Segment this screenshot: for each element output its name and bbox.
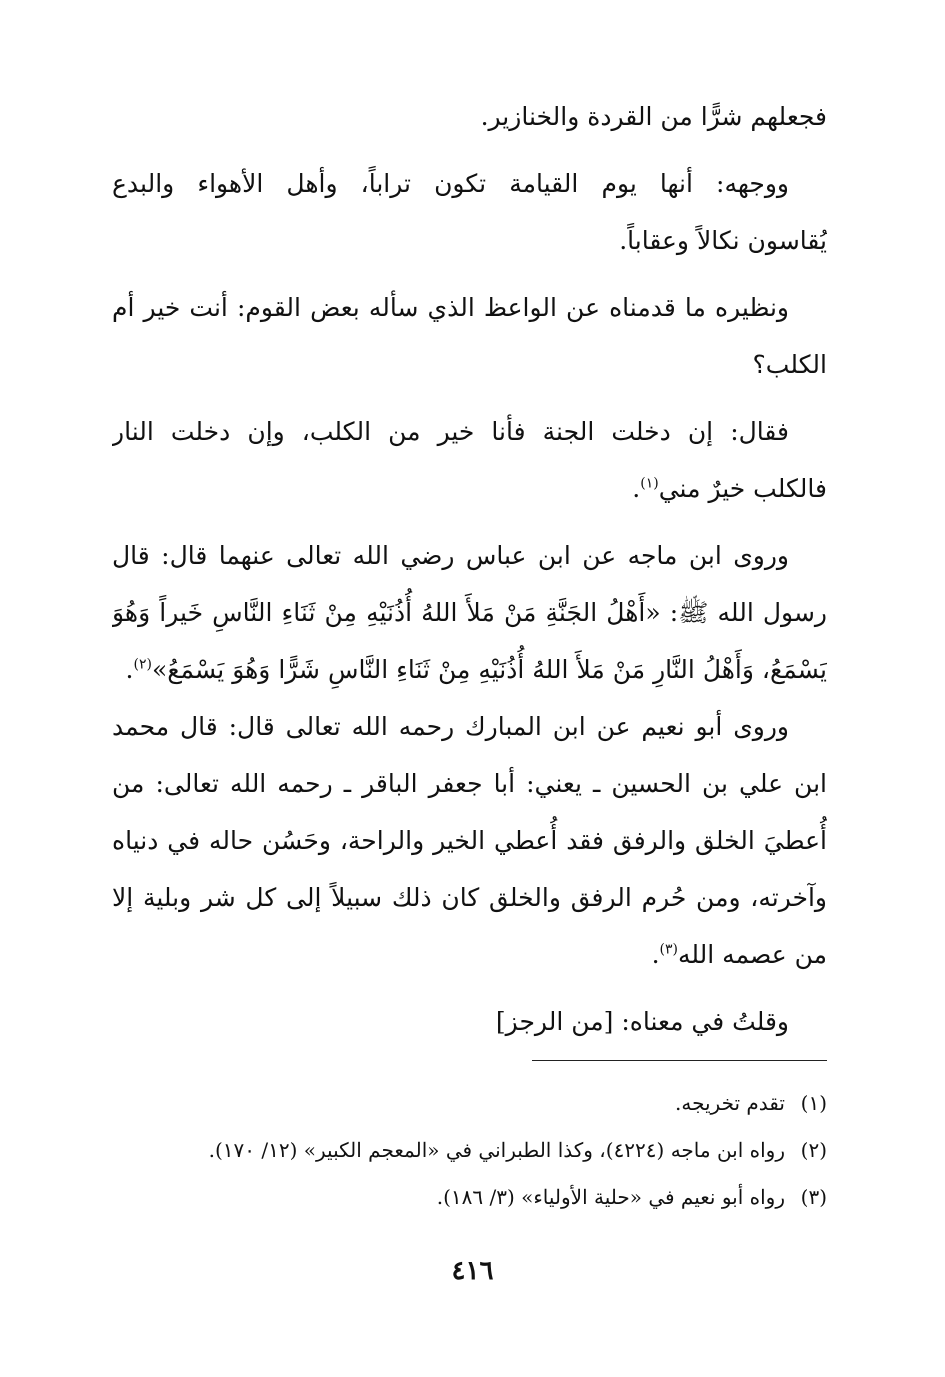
text-line: فقال: إن دخلت الجنة فأنا خير من الكلب، وإن دخلت النار [112, 417, 789, 446]
text-line: ابن علي بن الحسين ـ يعني: أبا جعفر الباقر ـ رحمه الله تعالى: من [112, 769, 827, 798]
text-line: وآخرته، ومن حُرم الرفق والخلق كان ذلك سبيلاً إلى كل شر وبلية إلا [112, 883, 827, 912]
text-line: فجعلهم شرًّا من القردة والخنازير. [480, 102, 827, 131]
footnote-number: (٢) [800, 1138, 827, 1162]
footnote-ref-1: (١) [640, 475, 659, 492]
footnote-separator [532, 1060, 827, 1061]
footnote-text: رواه أبو نعيم في «حلية الأولياء» (٣/ ١٨٦). [436, 1185, 785, 1209]
period: . [632, 474, 641, 503]
footnote-number: (١) [800, 1091, 827, 1115]
text-line [112, 926, 827, 983]
footnote-text: رواه ابن ماجه (٤٢٢٤)، وكذا الطبراني في «المعجم الكبير» (١٢/ ١٧٠). [208, 1138, 785, 1162]
text-line [112, 641, 827, 698]
period: . [651, 940, 660, 969]
line-text: فالكلب خيرٌ مني [658, 474, 827, 503]
period: . [125, 655, 134, 684]
footnote [112, 1080, 827, 1127]
text-line: أُعطيَ الخلق والرفق فقد أُعطي الخير والراحة، وحَسُن حاله في دنياه [112, 826, 827, 855]
text-line: وروى ابن ماجه عن ابن عباس رضي الله تعالى عنهما قال: قال [112, 541, 789, 570]
line-text: يَسْمَعُ، وَأَهْلُ النَّارِ مَنْ مَلأَ اللهُ أُذُنَيْهِ مِنْ ثَنَاءِ النَّاسِ شَرًّا وَهُوَ يَسْمَعُ» [151, 655, 827, 684]
text-line: رسول الله ﷺ: «أَهْلُ الجَنَّةِ مَنْ مَلأَ اللهُ أُذُنَيْهِ مِنْ ثَنَاءِ النَّاسِ خَيراً وَهُوَ [112, 598, 827, 627]
text-line: الكلب؟ [752, 350, 827, 379]
text-line: يُقاسون نكالاً وعقاباً. [619, 226, 827, 255]
footnote-number: (٣) [800, 1185, 827, 1209]
page-number: ٤١٦ [451, 1256, 494, 1286]
text-line: ونظيره ما قدمناه عن الواعظ الذي سأله بعض القوم: أنت خير أم [112, 293, 789, 322]
text-line: وروى أبو نعيم عن ابن المبارك رحمه الله تعالى قال: قال محمد [112, 712, 789, 741]
footnote-text: تقدم تخريجه. [675, 1091, 785, 1115]
page-body [112, 88, 827, 1050]
footnotes [112, 1080, 827, 1221]
text-line [112, 460, 827, 517]
verse-intro: وقلتُ في معناه: [من الرجز] [495, 1007, 789, 1036]
footnote [112, 1127, 827, 1174]
footnote-ref-2: (٢) [133, 656, 152, 673]
footnote-ref-3: (٣) [659, 941, 678, 958]
text-line: ووجهه: أنها يوم القيامة تكون تراباً، وأهل الأهواء والبدع [112, 169, 789, 198]
line-text: من عصمه الله [677, 940, 827, 969]
footnote [112, 1174, 827, 1221]
